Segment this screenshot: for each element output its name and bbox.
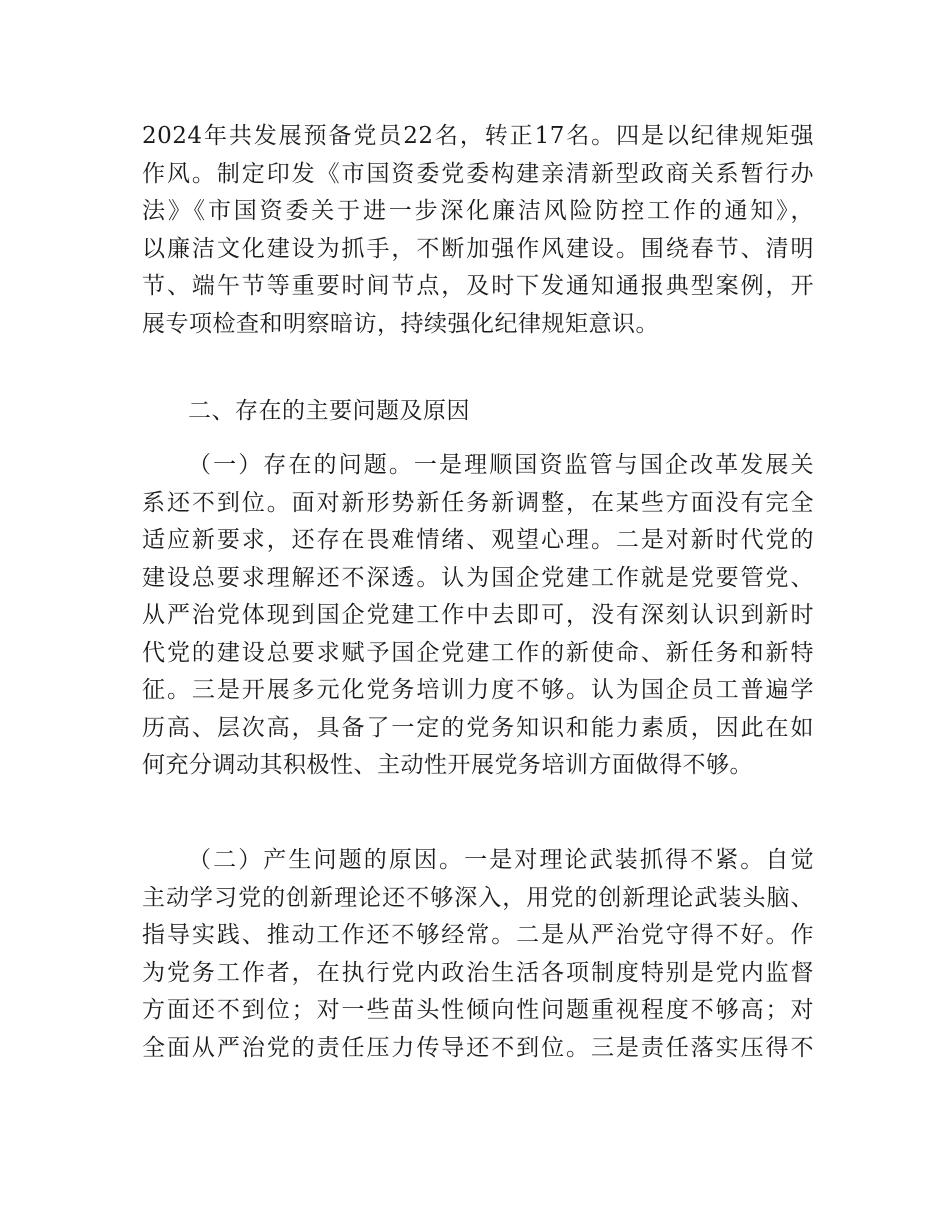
text-line: 2024年共发展预备党员22名，转正17名。四是以纪律规矩强 [142, 123, 814, 149]
paragraph-party-work-summary [142, 118, 814, 343]
text-line: 征。三是开展多元化党务培训力度不够。认为国企员工普遍学 [142, 677, 814, 703]
text-line: 指导实践、推动工作还不够经常。二是从严治党守得不好。作 [142, 922, 814, 948]
text-line: 系还不到位。面对新形势新任务新调整，在某些方面没有完全 [142, 489, 814, 516]
text-line: （二）产生问题的原因。一是对理论武装抓得不紧。自觉 [188, 847, 814, 873]
text-line: 节、端午节等重要时间节点，及时下发通知通报典型案例，开 [142, 273, 814, 299]
text-line: 为党务工作者，在执行党内政治生活各项制度特别是党内监督 [142, 959, 814, 986]
text-line: 建设总要求理解还不深透。认为国企党建工作就是党要管党、 [142, 564, 814, 591]
text-line: 方面还不到位；对一些苗头性倾向性问题重视程度不够高；对 [142, 997, 814, 1023]
text-line: 适应新要求，还存在畏难情绪、观望心理。二是对新时代党的 [142, 527, 814, 553]
text-line: 历高、层次高，具备了一定的党务知识和能力素质，因此在如 [142, 714, 814, 741]
text-line: （一）存在的问题。一是理顺国资监管与国企改革发展关 [188, 452, 814, 478]
section-heading [142, 393, 814, 431]
text-line: 何充分调动其积极性、主动性开展党务培训方面做得不够。 [142, 752, 753, 778]
text-line: 从严治党体现到国企党建工作中去即可，没有深刻认识到新时 [142, 602, 814, 628]
text-line: 展专项检查和明察暗访，持续强化纪律规矩意识。 [142, 310, 659, 337]
text-line: 主动学习党的创新理论还不够深入，用党的创新理论武装头脑、 [142, 884, 814, 911]
text-line: 全面从严治党的责任压力传导还不到位。三是责任落实压得不 [142, 1034, 814, 1061]
text-line: 代党的建设总要求赋予国企党建工作的新使命、新任务和新特 [142, 639, 814, 666]
text-line: 作风。制定印发《市国资委党委构建亲清新型政商关系暂行办 [142, 160, 814, 187]
text-line: 以廉洁文化建设为抓手，不断加强作风建设。围绕春节、清明 [142, 235, 814, 262]
paragraph-problem-causes [142, 842, 814, 1067]
text-line: 法》《市国资委关于进一步深化廉洁风险防控工作的通知》， [142, 198, 814, 224]
heading-text: 二、存在的主要问题及原因 [188, 398, 470, 424]
paragraph-existing-problems [142, 447, 814, 785]
